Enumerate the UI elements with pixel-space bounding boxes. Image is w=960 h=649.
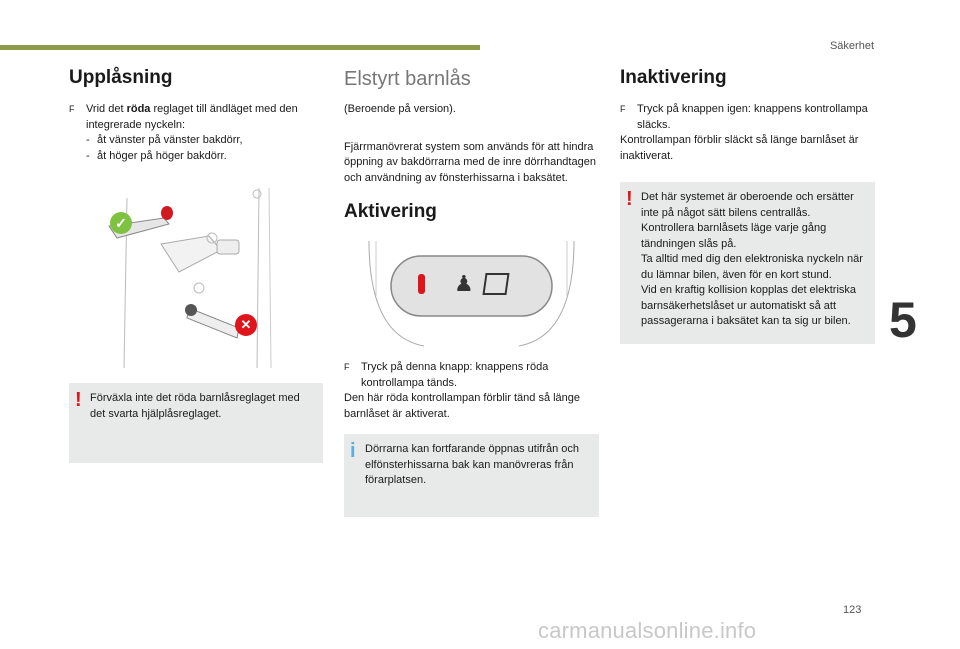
version-note: (Beroende på version). bbox=[344, 103, 456, 115]
wrong-position-cross-icon: ✕ bbox=[235, 314, 257, 336]
black-lock-knob-icon bbox=[185, 304, 197, 316]
header-accent-bar bbox=[0, 45, 480, 50]
child-lock-button-illustration bbox=[344, 236, 599, 348]
activation-status-text: Den här röda kontrollampan förblir tänd så länge barnlåset är aktiverat. bbox=[344, 392, 581, 420]
bullet-arrow-icon: F bbox=[620, 104, 626, 114]
door-lock-illustration bbox=[69, 188, 323, 373]
direction-list bbox=[86, 133, 323, 164]
heading-electric-child-lock: Elstyrt barnlås bbox=[344, 68, 471, 90]
chapter-number: 5 bbox=[889, 292, 917, 348]
list-item: - åt höger på höger bakdörr. bbox=[86, 149, 227, 162]
activation-instruction: Tryck på denna knapp: knappens röda kontrollampa tänds. bbox=[361, 361, 549, 389]
heading-deactivation: Inaktivering bbox=[620, 67, 727, 88]
correct-position-check-icon: ✓ bbox=[110, 212, 132, 234]
warning-text: Förväxla inte det röda barnlåsreglaget med det svarta hjälplåsreglaget. bbox=[90, 392, 300, 420]
child-lock-button[interactable] bbox=[454, 270, 514, 298]
list-item: - åt vänster på vänster bakdörr, bbox=[86, 134, 243, 146]
window-lock-icon bbox=[482, 273, 509, 295]
safety-warning-note bbox=[620, 182, 875, 344]
heading-activation: Aktivering bbox=[344, 201, 437, 222]
deactivation-bullet bbox=[620, 102, 875, 133]
column-unlocking bbox=[69, 66, 323, 463]
info-icon: i bbox=[350, 440, 356, 462]
info-text: Dörrarna kan fortfarande öppnas utifrån och elfönsterhissarna bak kan manövreras från förarplatsen. bbox=[365, 443, 580, 486]
column-deactivation bbox=[620, 66, 875, 344]
deactivation-instruction: Tryck på knappen igen: knappens kontrollampa släcks. bbox=[637, 103, 868, 131]
info-note bbox=[344, 434, 599, 517]
warning-icon: ! bbox=[75, 389, 82, 411]
warning-note bbox=[69, 383, 323, 463]
column-electric-child-lock bbox=[344, 66, 599, 517]
bullet-arrow-icon: F bbox=[69, 104, 75, 114]
section-label: Säkerhet bbox=[829, 40, 874, 52]
safety-warning-line: Vid en kraftig kollision kopplas det elektriska barnsäkerhetslåset ur automatiskt så att passagerarna i baksätet kan ta sig ur bilen. bbox=[641, 284, 857, 327]
safety-warning-line: Ta alltid med dig den elektroniska nyckeln när du lämnar bilen, även för en kort stund. bbox=[641, 253, 863, 281]
intro-text: Fjärrmanövrerat system som används för att hindra öppning av bakdörrarna med de inre dörrhandtagen och användning av fönsterhissarna i baksätet. bbox=[344, 140, 596, 184]
instruction-bullet bbox=[69, 102, 323, 133]
page-number: 123 bbox=[843, 604, 862, 616]
deactivation-status-text: Kontrollampan förblir släckt så länge barnlåset är inaktiverat. bbox=[620, 134, 859, 162]
safety-warning-line: Kontrollera barnlåsets läge varje gång tändningen slås på. bbox=[641, 222, 827, 250]
instruction-text: Vrid det röda reglaget till ändläget med den integrerade nyckeln: bbox=[86, 103, 298, 131]
watermark: carmanualsonline.info bbox=[538, 618, 757, 643]
heading-unlocking: Upplåsning bbox=[69, 67, 173, 88]
safety-warning-line: Det här systemet är oberoende och ersätter inte på något sätt bilens centrallås. bbox=[641, 191, 854, 219]
red-lock-knob-icon bbox=[161, 206, 173, 220]
warning-icon: ! bbox=[626, 188, 633, 210]
activation-bullet bbox=[344, 360, 599, 391]
child-icon: ♟ bbox=[454, 271, 474, 296]
bullet-arrow-icon: F bbox=[344, 362, 350, 372]
red-indicator-lamp bbox=[418, 274, 425, 294]
